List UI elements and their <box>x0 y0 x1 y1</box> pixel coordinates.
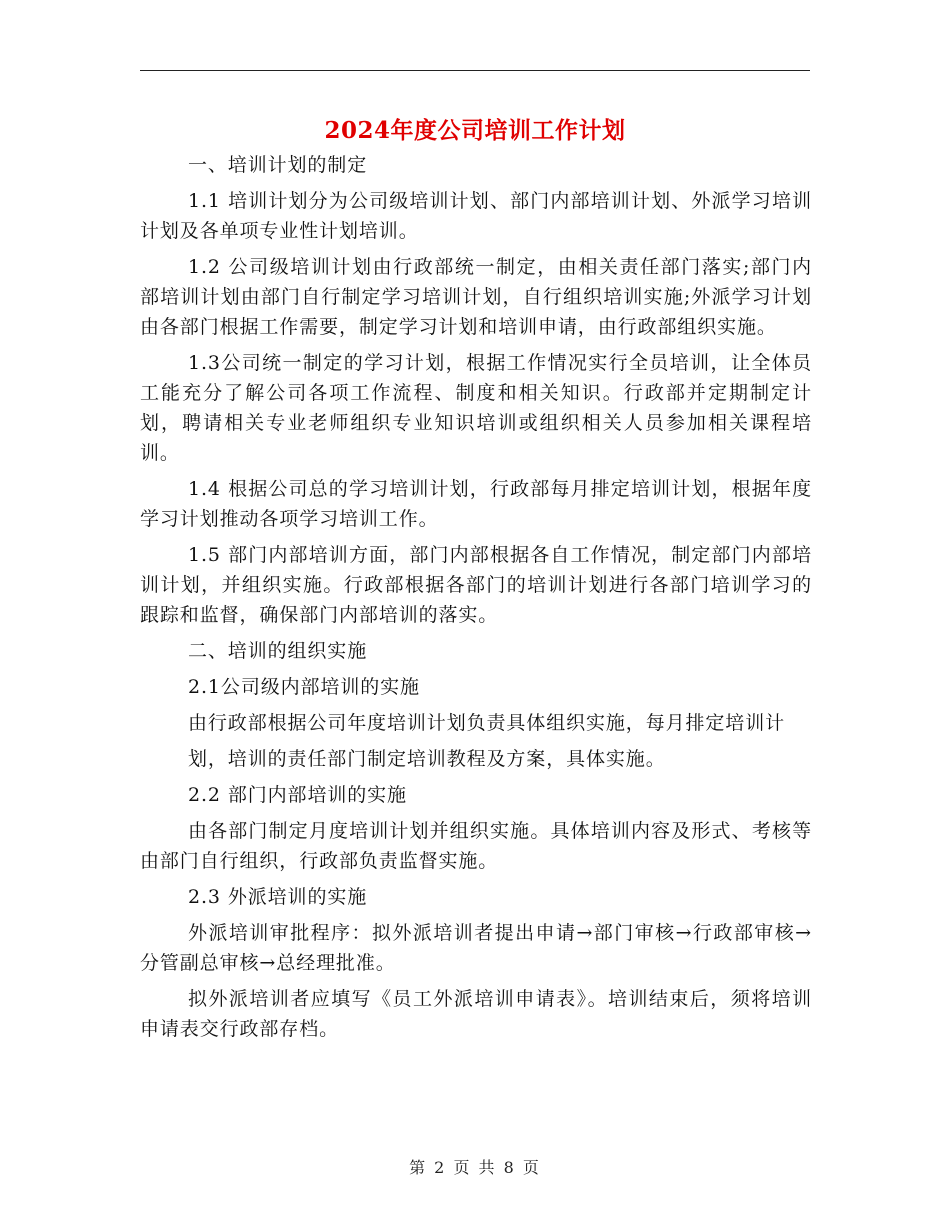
paragraph-1-4: 1.4 根据公司总的学习培训计划，行政部每月排定培训计划，根据年度学习计划推动各项学习培训工作。 <box>140 478 812 530</box>
paragraph-2-1-b: 划，培训的责任部门制定培训教程及方案，具体实施。 <box>188 748 666 770</box>
paragraph-2-2: 由各部门制定月度培训计划并组织实施。具体培训内容及形式、考核等由部门自行组织，行政部负责监督实施。 <box>140 820 812 872</box>
subheading-2-1: 2.1公司级内部培训的实施 <box>188 676 420 698</box>
paragraph-1-1: 1.1 培训计划分为公司级培训计划、部门内部培训计划、外派学习培训计划及各单项专业性计划培训。 <box>140 190 812 242</box>
paragraph-1-5: 1.5 部门内部培训方面，部门内部根据各自工作情况，制定部门内部培训计划，并组织实施。行政部根据各部门的培训计划进行各部门培训学习的跟踪和监督，确保部门内部培训的落实。 <box>140 544 812 626</box>
subheading-2-3: 2.3 外派培训的实施 <box>188 886 368 908</box>
section-heading-1: 一、培训计划的制定 <box>188 154 368 176</box>
subheading-2-2: 2.2 部门内部培训的实施 <box>188 784 407 806</box>
paragraph-2-3-b: 拟外派培训者应填写《员工外派培训申请表》。培训结束后，须将培训申请表交行政部存档。 <box>140 988 812 1040</box>
document-title: 2024年度公司培训工作计划 <box>324 117 626 144</box>
paragraph-2-1-a: 由行政部根据公司年度培训计划负责具体组织实施，每月排定培训计 <box>188 712 786 734</box>
section-heading-2: 二、培训的组织实施 <box>188 640 368 662</box>
paragraph-2-3-a: 外派培训审批程序：拟外派培训者提出申请→部门审核→行政部审核→分管副总审核→总经理批准。 <box>140 922 812 974</box>
page-footer: 第 2 页 共 8 页 <box>409 1158 541 1177</box>
paragraph-1-2: 1.2 公司级培训计划由行政部统一制定，由相关责任部门落实;部门内部培训计划由部门自行制定学习培训计划，自行组织培训实施;外派学习计划由各部门根据工作需要，制定学习计划和培训申请，由行政部组织实施。 <box>140 256 812 338</box>
document-body <box>140 150 812 1050</box>
paragraph-1-3: 1.3公司统一制定的学习计划，根据工作情况实行全员培训，让全体员工能充分了解公司各项工作流程、制度和相关知识。行政部并定期制定计划，聘请相关专业老师组织专业知识培训或组织相关人员参加相关课程培训。 <box>140 352 812 464</box>
header-rule <box>140 70 810 71</box>
